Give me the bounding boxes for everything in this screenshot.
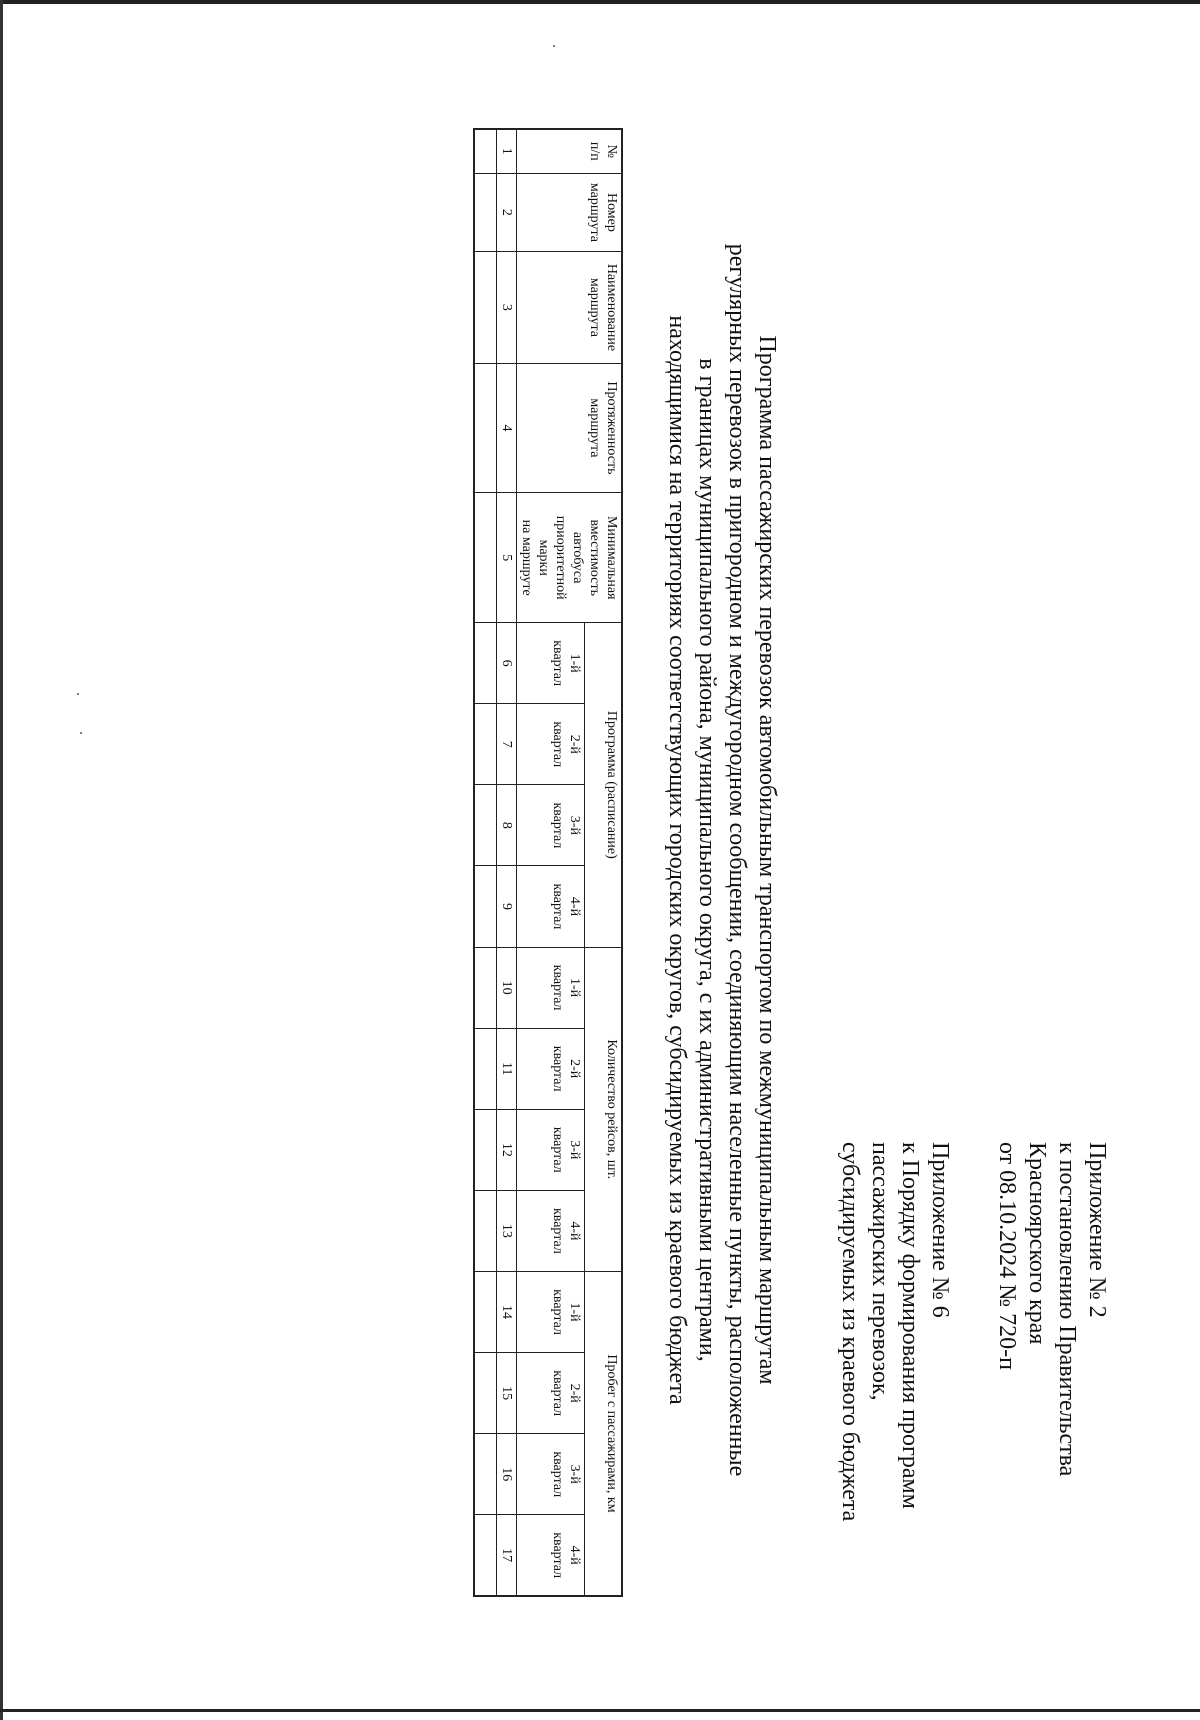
title-line3: в границах муниципального района, муниципального округа, с их административными центрами, xyxy=(694,358,720,1362)
empty-cell xyxy=(474,1434,497,1515)
empty-data-row xyxy=(474,129,497,1596)
empty-cell xyxy=(474,1271,497,1352)
column-number: 9 xyxy=(497,866,517,947)
header-quarter xyxy=(517,1109,585,1190)
header-quarter xyxy=(517,1028,585,1109)
empty-cell xyxy=(474,947,497,1028)
quarter-number: 4-й xyxy=(566,1221,582,1241)
header-route-name-line1: Наименование xyxy=(604,263,619,352)
quarter-number: 1-й xyxy=(566,978,582,998)
appendix-2-line2: к постановлению Правительства xyxy=(1054,1142,1080,1477)
header-index xyxy=(517,129,623,173)
header-bus-capacity-line4: приоритетной xyxy=(553,515,568,600)
appendix-6-block xyxy=(835,1142,955,1521)
quarter-word: квартал xyxy=(549,1532,565,1579)
quarter-word: квартал xyxy=(549,1126,565,1173)
header-bus-capacity-line3: автобуса xyxy=(570,531,585,584)
header-quarter xyxy=(517,1515,585,1596)
empty-cell xyxy=(474,704,497,785)
quarter-word: квартал xyxy=(549,883,565,930)
quarter-word: квартал xyxy=(549,1289,565,1335)
empty-cell xyxy=(474,1028,497,1109)
column-number: 8 xyxy=(497,785,517,866)
empty-cell xyxy=(474,252,497,363)
column-number: 10 xyxy=(497,947,517,1028)
column-number: 6 xyxy=(497,623,517,704)
quarter-number: 4-й xyxy=(566,896,582,917)
empty-cell xyxy=(474,173,497,252)
header-quarter xyxy=(517,866,585,947)
empty-cell xyxy=(474,1109,497,1190)
quarter-word: квартал xyxy=(549,1451,565,1498)
header-quarter xyxy=(517,623,585,704)
header-index-line1: № xyxy=(604,144,619,158)
header-quarter xyxy=(517,704,585,785)
empty-cell xyxy=(474,623,497,704)
header-quarter xyxy=(517,1434,585,1515)
appendix-6-line4: субсидируемых из краевого бюджета xyxy=(837,1142,863,1522)
quarter-number: 1-й xyxy=(566,1302,582,1322)
quarter-word: квартал xyxy=(549,721,565,768)
quarter-number: 3-й xyxy=(566,1140,582,1160)
column-number: 15 xyxy=(497,1353,517,1434)
header-bus-capacity-line2: вместимость xyxy=(587,519,602,596)
title-line2: регулярных перевозок в пригородном и междугородном сообщении, соединяющим населенные пункты, расположенные xyxy=(724,243,750,1477)
column-number: 3 xyxy=(497,252,517,363)
appendix-6-line2: к Порядку формирования программ xyxy=(897,1142,923,1509)
empty-cell xyxy=(474,866,497,947)
header-route-name xyxy=(517,252,623,363)
quarter-word: квартал xyxy=(549,1207,565,1254)
header-bus-capacity xyxy=(517,493,623,623)
column-number: 16 xyxy=(497,1434,517,1515)
appendix-2-block xyxy=(992,1142,1112,1476)
column-number: 2 xyxy=(497,173,517,252)
empty-cell xyxy=(474,1190,497,1271)
column-number: 17 xyxy=(497,1515,517,1596)
quarter-number: 3-й xyxy=(566,1464,582,1484)
header-group-trips: Количество рейсов, шт. xyxy=(584,947,622,1271)
appendix-6-line1: Приложение № 6 xyxy=(927,1142,953,1318)
quarter-word: квартал xyxy=(549,964,565,1011)
header-route-number-line1: Номер xyxy=(604,192,619,232)
empty-cell xyxy=(474,1353,497,1434)
header-bus-capacity-line1: Минимальная xyxy=(604,515,619,600)
header-quarter xyxy=(517,1353,585,1434)
quarter-number: 3-й xyxy=(566,815,582,835)
column-number: 4 xyxy=(497,363,517,493)
title-line1: Программа пассажирских перевозок автомобильным транспортом по межмуниципальным маршрутам xyxy=(754,335,780,1385)
column-number: 7 xyxy=(497,704,517,785)
header-route-number xyxy=(517,173,623,252)
quarter-word: квартал xyxy=(549,1370,565,1417)
column-number: 12 xyxy=(497,1109,517,1190)
column-number: 1 xyxy=(497,129,517,173)
header-row-1 xyxy=(584,129,622,1596)
header-bus-capacity-line5: марки xyxy=(536,539,551,576)
empty-cell xyxy=(474,493,497,623)
header-quarter xyxy=(517,1190,585,1271)
column-number: 13 xyxy=(497,1190,517,1271)
column-number: 14 xyxy=(497,1271,517,1352)
empty-cell xyxy=(474,129,497,173)
header-group-program: Программа (расписание) xyxy=(584,623,622,947)
header-route-length-line1: Протяженность xyxy=(604,381,619,475)
quarter-number: 2-й xyxy=(566,734,582,754)
header-route-length-line2: маршрута xyxy=(587,398,602,458)
header-bus-capacity-line6: на маршруте xyxy=(519,519,534,596)
quarter-word: квартал xyxy=(549,1045,565,1092)
quarter-number: 4-й xyxy=(566,1545,582,1565)
quarter-number: 1-й xyxy=(566,653,582,673)
quarter-number: 2-й xyxy=(566,1383,582,1403)
column-number-row xyxy=(497,129,517,1596)
empty-cell xyxy=(474,363,497,493)
column-number: 11 xyxy=(497,1028,517,1109)
quarter-number: 2-й xyxy=(566,1059,582,1079)
title-line4: находящимися на территориях соответствующих городских округов, субсидируемых из краевого бюджета xyxy=(664,315,690,1405)
empty-cell xyxy=(474,785,497,866)
document-title xyxy=(662,0,782,1720)
header-quarter xyxy=(517,785,585,866)
appendix-2-line3: Красноярского края xyxy=(1024,1142,1050,1345)
column-number: 5 xyxy=(497,493,517,623)
header-index-line2: п/п xyxy=(587,141,602,161)
quarter-word: квартал xyxy=(549,802,565,849)
header-quarter xyxy=(517,1271,585,1352)
appendix-6-line3: пассажирских перевозок, xyxy=(867,1142,893,1401)
appendix-2-line1: Приложение № 2 xyxy=(1084,1142,1110,1318)
empty-cell xyxy=(474,1515,497,1596)
program-table xyxy=(473,128,623,1597)
appendix-2-line4: от 08.10.2024 № 720-п xyxy=(994,1142,1020,1370)
header-group-mileage: Пробег с пассажирами, км xyxy=(584,1271,622,1596)
header-quarter xyxy=(517,947,585,1028)
header-route-name-line2: маршрута xyxy=(587,277,602,337)
header-route-length xyxy=(517,363,623,493)
quarter-word: квартал xyxy=(549,640,565,687)
header-route-number-line2: маршрута xyxy=(587,182,602,242)
